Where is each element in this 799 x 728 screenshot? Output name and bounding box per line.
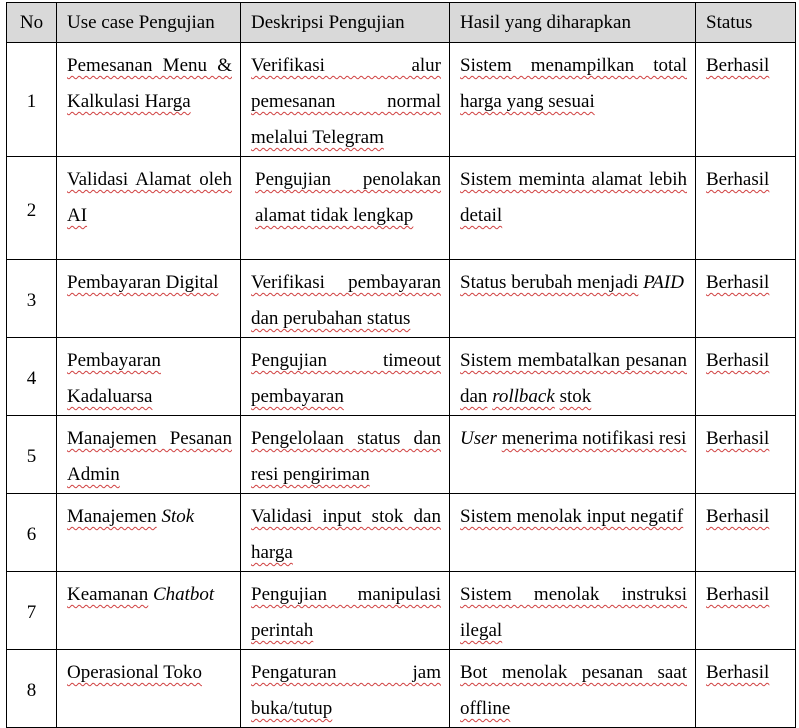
expected-result-cell: Sistem menolak instruksi ilegal	[450, 572, 696, 650]
expected-result-cell: Sistem menampilkan total harga yang sesuai	[450, 43, 696, 157]
row-number: 7	[7, 572, 57, 650]
table-row	[7, 494, 796, 572]
header-no: No	[7, 3, 57, 43]
description-cell: Pengelolaan status dan resi pengiriman	[241, 416, 450, 494]
table-row	[7, 416, 796, 494]
table-row	[7, 338, 796, 416]
status-cell: Berhasil	[696, 494, 796, 572]
row-number: 6	[7, 494, 57, 572]
row-number: 2	[7, 157, 57, 260]
status-cell: Berhasil	[696, 650, 796, 728]
expected-result-cell: User menerima notifikasi resi	[450, 416, 696, 494]
usecase-cell: Pembayaran Digital	[57, 260, 241, 338]
usecase-cell: Pemesanan Menu & Kalkulasi Harga	[57, 43, 241, 157]
expected-result-cell: Bot menolak pesanan saat offline	[450, 650, 696, 728]
description-cell: Pengujian timeout pembayaran	[241, 338, 450, 416]
row-number: 4	[7, 338, 57, 416]
description-cell: Verifikasi pembayaran dan perubahan status	[241, 260, 450, 338]
test-case-table	[6, 2, 796, 728]
expected-result-cell: Status berubah menjadi PAID	[450, 260, 696, 338]
header-description: Deskripsi Pengujian	[241, 3, 450, 43]
status-cell: Berhasil	[696, 338, 796, 416]
usecase-cell: Validasi Alamat oleh AI	[57, 157, 241, 260]
status-cell: Berhasil	[696, 157, 796, 260]
table-row	[7, 572, 796, 650]
row-number: 8	[7, 650, 57, 728]
status-cell: Berhasil	[696, 43, 796, 157]
description-cell: Pengujian penolakan alamat tidak lengkap	[241, 157, 450, 260]
table-header-row	[7, 3, 796, 43]
expected-result-cell: Sistem menolak input negatif	[450, 494, 696, 572]
description-cell: Pengujian manipulasi perintah	[241, 572, 450, 650]
expected-result-cell: Sistem membatalkan pesanan dan rollback stok	[450, 338, 696, 416]
table-row	[7, 43, 796, 157]
row-number: 5	[7, 416, 57, 494]
usecase-cell: Pembayaran Kadaluarsa	[57, 338, 241, 416]
description-cell: Verifikasi alur pemesanan normal melalui Telegram	[241, 43, 450, 157]
usecase-cell: Operasional Toko	[57, 650, 241, 728]
usecase-cell: Keamanan Chatbot	[57, 572, 241, 650]
description-cell: Pengaturan jam buka/tutup	[241, 650, 450, 728]
expected-result-cell: Sistem meminta alamat lebih detail	[450, 157, 696, 260]
table-row	[7, 260, 796, 338]
usecase-cell: Manajemen Pesanan Admin	[57, 416, 241, 494]
description-cell: Validasi input stok dan harga	[241, 494, 450, 572]
row-number: 3	[7, 260, 57, 338]
table-row	[7, 157, 796, 260]
header-status: Status	[696, 3, 796, 43]
status-cell: Berhasil	[696, 572, 796, 650]
row-number: 1	[7, 43, 57, 157]
status-cell: Berhasil	[696, 416, 796, 494]
usecase-cell: Manajemen Stok	[57, 494, 241, 572]
table-row	[7, 650, 796, 728]
status-cell: Berhasil	[696, 260, 796, 338]
header-usecase: Use case Pengujian	[57, 3, 241, 43]
header-expected-result: Hasil yang diharapkan	[450, 3, 696, 43]
